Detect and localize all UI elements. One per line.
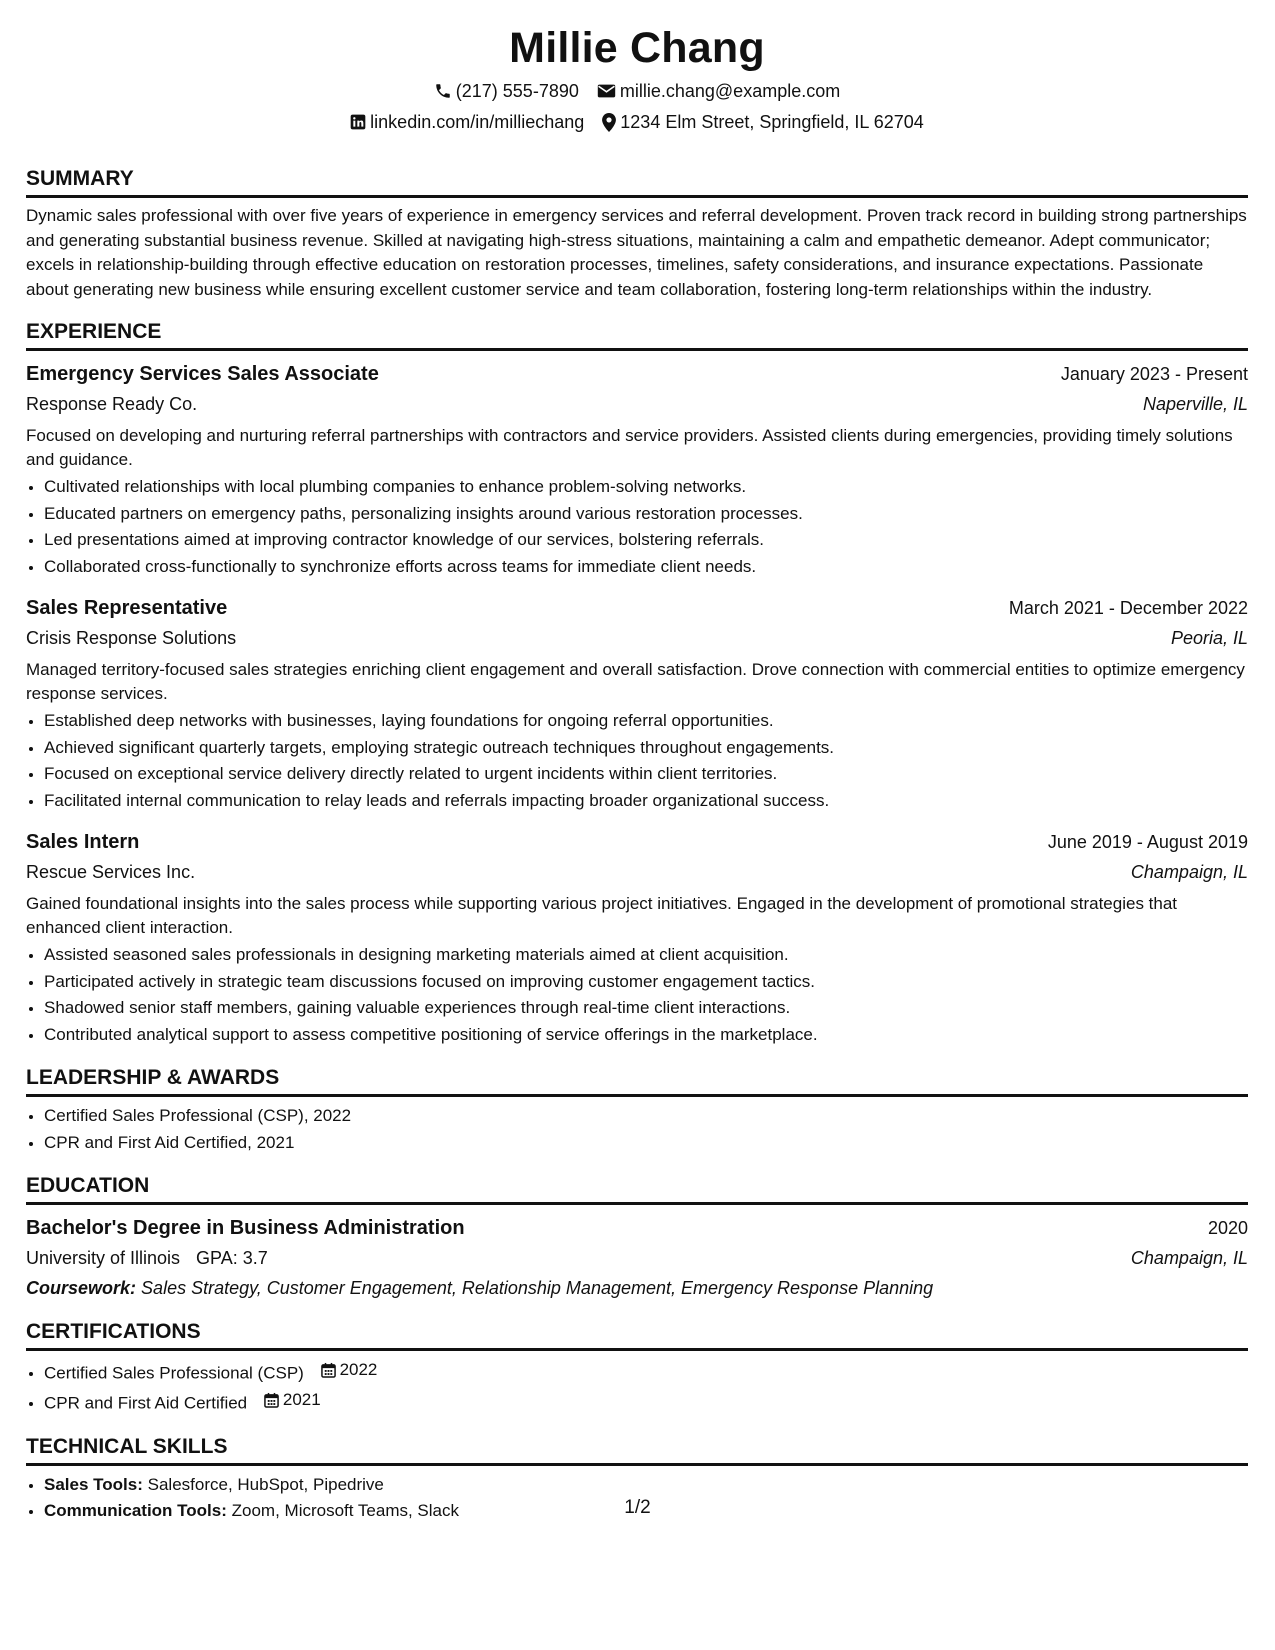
job-company: Crisis Response Solutions [26,628,237,648]
education-year: 2020 [1207,1218,1248,1238]
job-dates: June 2019 - August 2019 [1047,832,1248,852]
phone-icon [434,82,452,100]
job-title-row [26,594,1248,622]
job-company-row [26,859,1248,885]
education-section [26,1174,1248,1302]
certifications-list [26,1357,1248,1417]
skill-label: Communication Tools: [44,1501,227,1520]
job-bullet: • Collaborated cross-functionally to synchronize efforts across teams for immediate client needs. [44,554,1248,581]
job-bullets [26,474,1248,580]
job-title-row [26,828,1248,856]
education-school: University of Illinois [26,1248,181,1268]
job-dates: January 2023 - Present [1060,364,1248,384]
certification-date [264,1387,321,1414]
summary-section [26,167,1248,302]
job-bullet: • Facilitated internal communication to relay leads and referrals impacting broader organizational success. [44,788,1248,815]
email-contact[interactable] [597,80,840,102]
job-company-row [26,625,1248,651]
awards-list [26,1103,1248,1156]
education-gpa: GPA: 3.7 [196,1248,268,1268]
page-number: 1/2 [624,1497,651,1518]
job-bullet: • Achieved significant quarterly targets, employing strategic outreach techniques throughout engagements. [44,735,1248,762]
summary-heading: SUMMARY [26,167,1248,198]
contact-line-2 [26,111,1248,133]
certifications-heading: CERTIFICATIONS [26,1320,1248,1351]
email-text[interactable]: millie.chang@example.com [619,81,841,101]
envelope-icon [597,83,616,99]
award-item: • Certified Sales Professional (CSP), 2022 [44,1103,1248,1130]
education-school-group [26,1245,268,1271]
education-location: Champaign, IL [1130,1248,1248,1268]
certification-name: CPR and First Aid Certified [44,1393,248,1412]
linkedin-contact[interactable] [350,111,584,133]
job-bullets [26,942,1248,1048]
job-entry [26,828,1248,1048]
job-title: Emergency Services Sales Associate [26,363,379,385]
job-description: Focused on developing and nurturing referral partnerships with contractors and service providers. Assisted clients during emergencies, providing timely solutions and guidance. [26,426,1233,469]
experience-section [26,320,1248,1048]
map-pin-icon [602,113,616,132]
calendar-icon [264,1392,279,1408]
job-location: Peoria, IL [1170,628,1248,648]
job-bullet: • Educated partners on emergency paths, personalizing insights around various restoration processes. [44,501,1248,528]
skills-heading: TECHNICAL SKILLS [26,1435,1248,1466]
linkedin-icon [350,114,366,130]
coursework-label: Coursework: [26,1278,137,1298]
job-company: Rescue Services Inc. [26,862,196,882]
certification-name: Certified Sales Professional (CSP) [44,1363,304,1383]
education-school-row [26,1245,1248,1271]
job-bullet: • Led presentations aimed at improving contractor knowledge of our services, bolstering referrals. [44,527,1248,554]
candidate-name: Millie Chang [509,24,765,72]
linkedin-text[interactable]: linkedin.com/in/milliechang [370,112,585,132]
job-bullet: • Assisted seasoned sales professionals in designing marketing materials aimed at client acquisition. [44,942,1248,969]
certification-year: 2022 [339,1360,378,1379]
job-bullet: • Established deep networks with businesses, laying foundations for ongoing referral opportunities. [44,708,1248,735]
awards-section [26,1066,1248,1156]
certification-item [44,1387,1248,1417]
job-company-row [26,391,1248,417]
job-description: Managed territory-focused sales strategies enriching client engagement and overall satisfaction. Drove connection with commercial entities to optimize emergency response services. [26,660,1245,703]
job-company: Response Ready Co. [26,394,198,414]
education-degree-row [26,1214,1248,1242]
certification-date [321,1357,378,1384]
award-item: • CPR and First Aid Certified, 2021 [44,1130,1248,1157]
skill-value: Zoom, Microsoft Teams, Slack [231,1501,459,1520]
job-bullet: • Cultivated relationships with local plumbing companies to enhance problem-solving networks. [44,474,1248,501]
job-title: Sales Intern [26,831,140,853]
summary-text: Dynamic sales professional with over five years of experience in emergency services and referral development. Proven track record in building strong partnerships and generating substantial business revenue. Skilled at navigating high-stress situations, maintaining a calm and empathetic demeanor. Adept communicator; excels in relationship-building through effective education on restoration processes, timelines, safety considerations, and insurance expectations. Passionate about generating new business while ensuring excellent customer service and team collaboration, fostering long-term relationships within the industry. [26,206,1247,299]
phone-text: (217) 555-7890 [455,81,579,101]
job-location: Naperville, IL [1142,394,1248,414]
education-heading: EDUCATION [26,1174,1248,1205]
awards-heading: LEADERSHIP & AWARDS [26,1066,1248,1097]
certification-year: 2021 [282,1389,321,1409]
job-bullet: • Contributed analytical support to assess competitive positioning of service offerings in the marketplace. [44,1022,1248,1049]
job-entry [26,360,1248,580]
skill-value: Salesforce, HubSpot, Pipedrive [147,1474,384,1494]
job-description: Gained foundational insights into the sales process while supporting various project initiatives. Engaged in the development of promotional strategies that enhanced client interaction. [26,894,1178,937]
job-bullets [26,708,1248,814]
address-contact [602,111,924,133]
job-bullet: • Focused on exceptional service delivery directly related to urgent incidents within client territories. [44,761,1248,788]
certifications-section [26,1320,1248,1417]
job-entry [26,594,1248,814]
job-dates: March 2021 - December 2022 [1008,598,1248,618]
job-bullet: • Participated actively in strategic team discussions focused on improving customer engagement tactics. [44,969,1248,996]
resume-page [26,22,1248,1525]
job-title-row [26,360,1248,388]
job-location: Champaign, IL [1130,862,1248,882]
address-text: 1234 Elm Street, Springfield, IL 62704 [620,112,924,132]
job-bullet: • Shadowed senior staff members, gaining valuable experiences through real-time client interactions. [44,995,1248,1022]
skill-label: Sales Tools: [44,1474,143,1494]
calendar-icon [321,1362,336,1378]
contact-line-1 [26,80,1248,102]
phone-contact [434,80,579,102]
education-degree: Bachelor's Degree in Business Administration [26,1217,465,1239]
certification-item [44,1357,1248,1387]
coursework-text: Sales Strategy, Customer Engagement, Relationship Management, Emergency Response Planning [141,1278,934,1298]
skill-item [44,1472,1248,1499]
experience-heading: EXPERIENCE [26,320,1248,351]
job-title: Sales Representative [26,597,228,619]
education-coursework [26,1274,1248,1302]
